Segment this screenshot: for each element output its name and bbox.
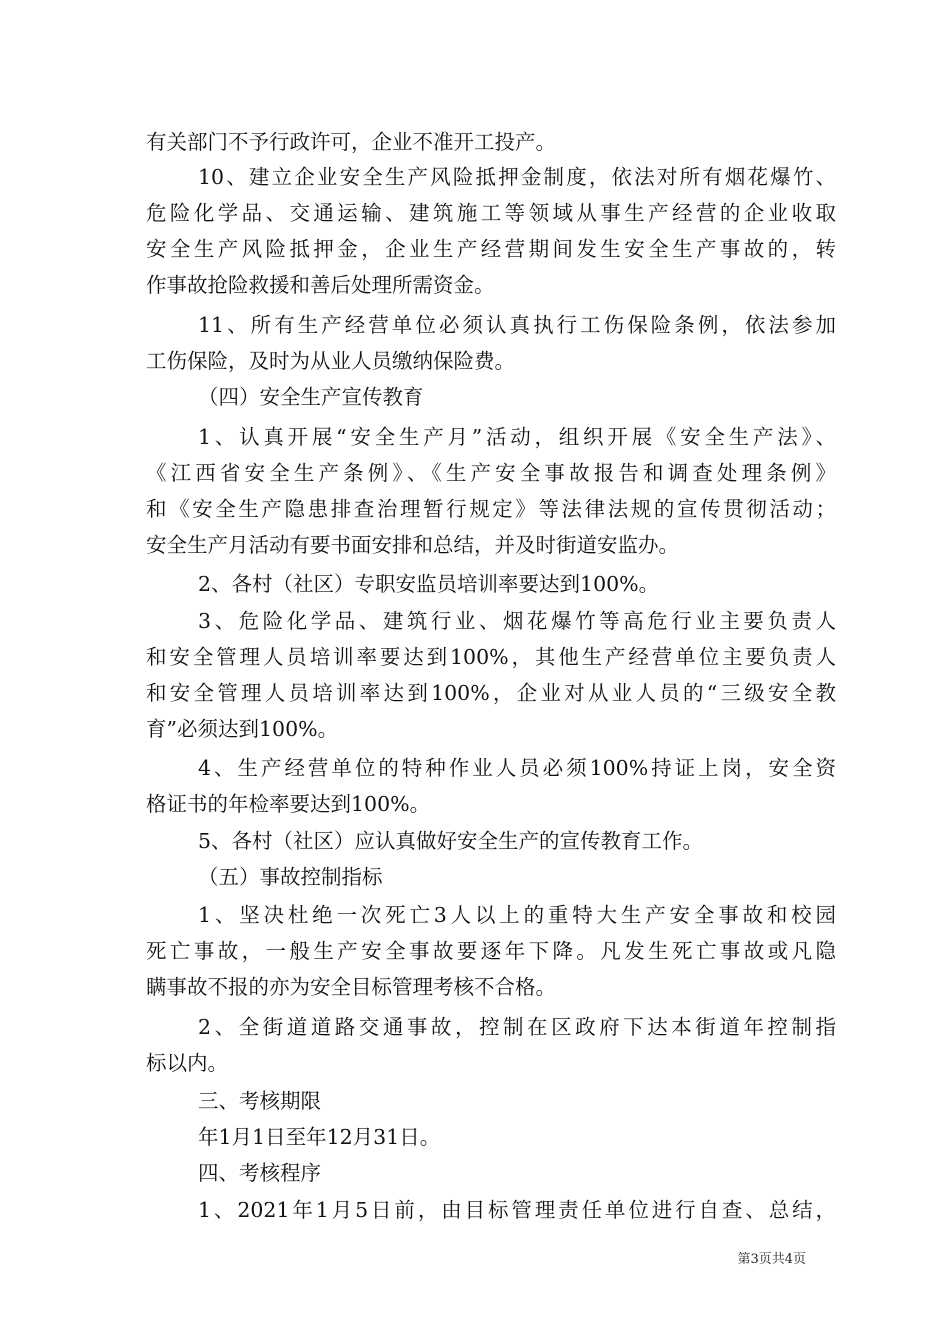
paragraph-line: 1、2021年1月5日前，由目标管理责任单位进行自查、总结， (198, 1198, 836, 1222)
paragraph-line: 1、认真开展“安全生产月”活动，组织开展《安全生产法》、 (198, 425, 836, 449)
paragraph-line: 2、全街道道路交通事故，控制在区政府下达本街道年控制指 (198, 1015, 836, 1039)
paragraph-line: 和安全管理人员培训率达到100%，企业对从业人员的“三级安全教 (146, 681, 836, 705)
section-heading: （四）安全生产宣传教育 (198, 385, 424, 409)
paragraph-line: 瞒事故不报的亦为安全目标管理考核不合格。 (146, 975, 556, 999)
paragraph-line: 和安全管理人员培训率要达到100%，其他生产经营单位主要负责人 (146, 645, 836, 669)
paragraph-line: 3、危险化学品、建筑行业、烟花爆竹等高危行业主要负责人 (198, 609, 836, 633)
paragraph-line: 作事故抢险救援和善后处理所需资金。 (146, 273, 495, 297)
paragraph-line: 5、各村（社区）应认真做好安全生产的宣传教育工作。 (198, 829, 704, 853)
section-heading: （五）事故控制指标 (198, 865, 383, 889)
paragraph-line: 标以内。 (146, 1051, 228, 1075)
paragraph-line: 2、各村（社区）专职安监员培训率要达到100%。 (198, 572, 660, 596)
paragraph-line: 安全生产风险抵押金，企业生产经营期间发生安全生产事故的，转 (146, 237, 836, 261)
paragraph-line: 11、所有生产经营单位必须认真执行工伤保险条例，依法参加 (198, 313, 836, 337)
section-heading: 三、考核期限 (198, 1089, 321, 1113)
paragraph-line: 4、生产经营单位的特种作业人员必须100%持证上岗，安全资 (198, 756, 836, 780)
paragraph-line: 工伤保险，及时为从业人员缴纳保险费。 (146, 349, 515, 373)
section-heading: 四、考核程序 (198, 1161, 321, 1185)
paragraph-line: 危险化学品、交通运输、建筑施工等领域从事生产经营的企业收取 (146, 201, 836, 225)
paragraph-line: 有关部门不予行政许可，企业不准开工投产。 (146, 130, 556, 154)
paragraph-line: 《江西省安全生产条例》、《生产安全事故报告和调查处理条例》 (146, 461, 836, 485)
paragraph-line: 和《安全生产隐患排查治理暂行规定》等法律法规的宣传贯彻活动； (146, 497, 836, 521)
paragraph-line: 格证书的年检率要达到100%。 (146, 792, 431, 816)
paragraph-line: 10、建立企业安全生产风险抵押金制度，依法对所有烟花爆竹、 (198, 165, 836, 189)
paragraph-line: 安全生产月活动有要书面安排和总结，并及时街道安监办。 (146, 533, 679, 557)
paragraph-line: 死亡事故，一般生产安全事故要逐年下降。凡发生死亡事故或凡隐 (146, 939, 836, 963)
paragraph-line: 育”必须达到100%。 (146, 717, 339, 741)
page-number-footer: 第3页共4页 (737, 1252, 806, 1267)
paragraph-line: 1、坚决杜绝一次死亡3人以上的重特大生产安全事故和校园 (198, 903, 836, 927)
paragraph-line: 年1月1日至年12月31日。 (198, 1125, 441, 1149)
